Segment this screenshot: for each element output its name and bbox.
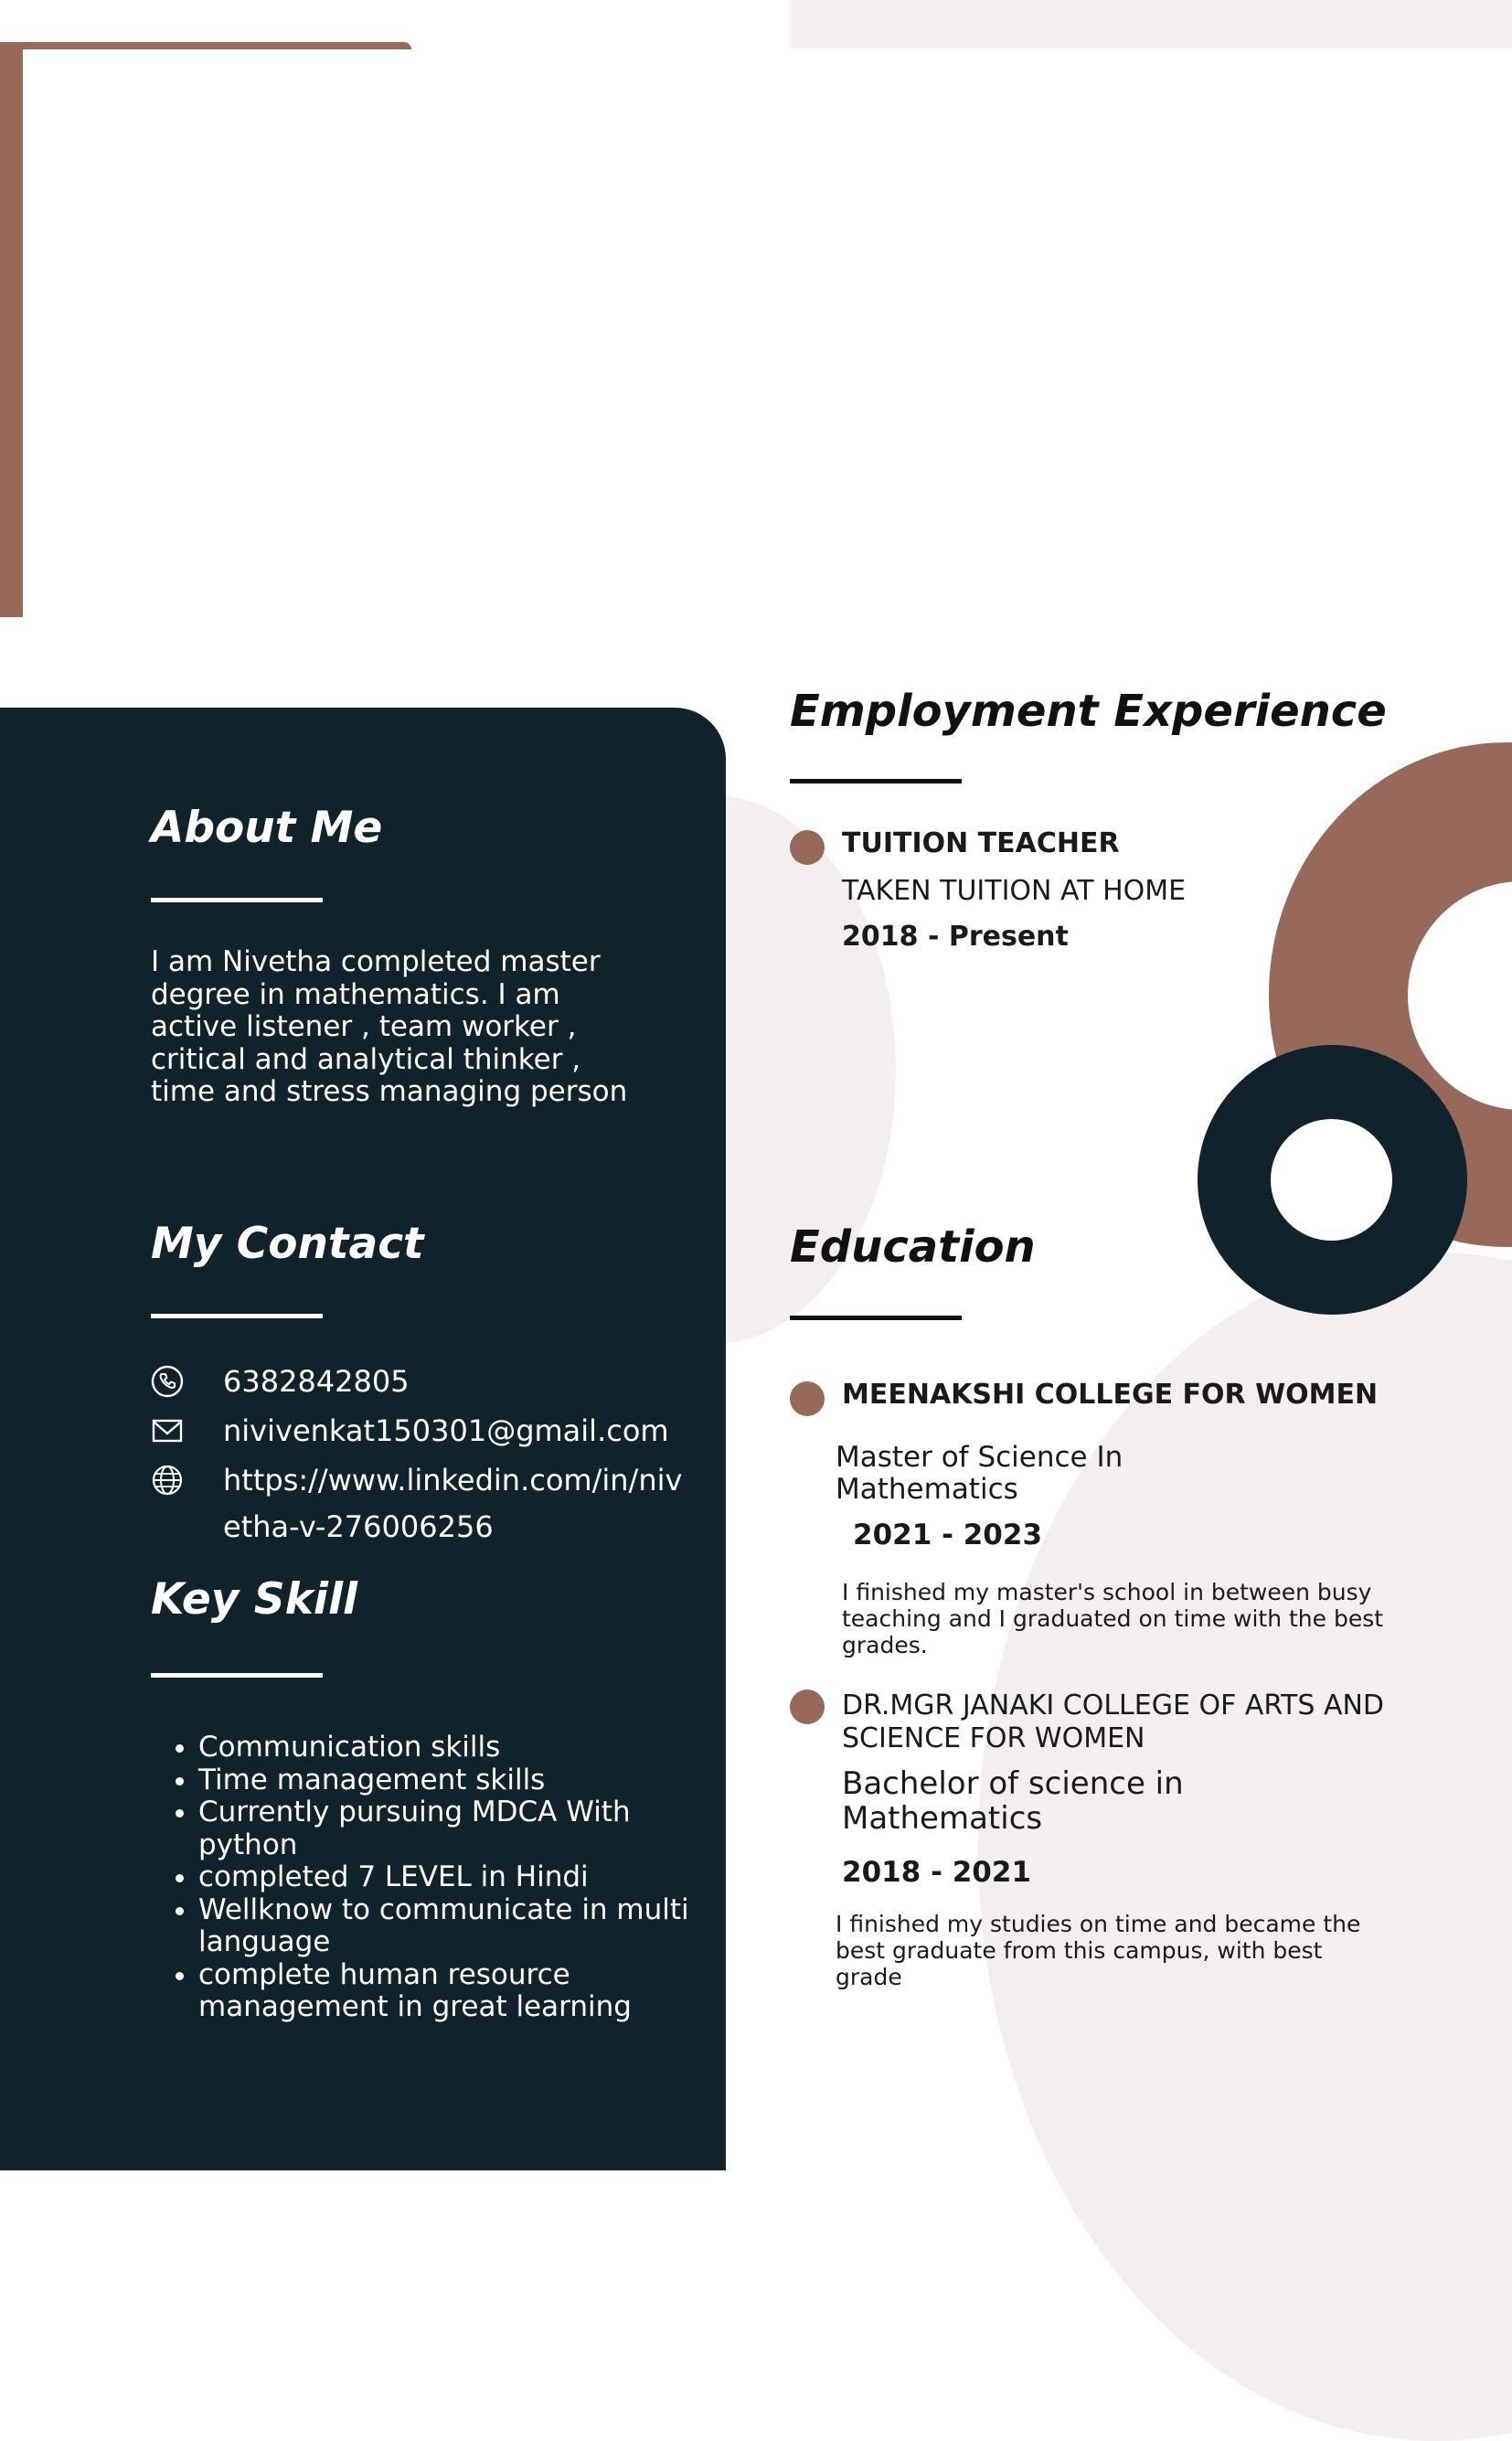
contact-phone-row xyxy=(151,1363,410,1400)
skill-item: • completed 7 LEVEL in Hindi xyxy=(198,1861,710,1894)
contact-divider xyxy=(151,1314,323,1318)
degree-name: Bachelor of science in Mathematics xyxy=(842,1765,1184,1837)
education-dates: 2021 - 2023 xyxy=(853,1519,1043,1551)
education-heading: Education xyxy=(790,1221,1036,1273)
photo-frame-top xyxy=(0,42,411,49)
about-text: I am Nivetha completed master degree in mathematics. I am active listener , team worker , critical and analytical thinker , time and stress managing person xyxy=(151,945,628,1108)
contact-email-row xyxy=(151,1412,669,1449)
skills-divider xyxy=(151,1673,323,1678)
linkedin-url-continued[interactable]: etha-v-276006256 xyxy=(223,1509,494,1544)
school-name: DR.MGR JANAKI COLLEGE OF ARTS AND SCIENCE FOR WOMEN xyxy=(842,1690,1385,1754)
skill-item: • Wellknow to communicate in multi language xyxy=(198,1894,710,1959)
skill-item: • Currently pursuing MDCA With python xyxy=(198,1796,710,1861)
skills-heading: Key Skill xyxy=(151,1574,358,1625)
photo-frame-mask xyxy=(0,466,23,617)
contact-linkedin-row xyxy=(151,1462,683,1498)
school-name: MEENAKSHI COLLEGE FOR WOMEN xyxy=(842,1379,1379,1411)
education-divider xyxy=(790,1316,962,1320)
top-decor-band xyxy=(790,0,1512,48)
skills-list xyxy=(151,1732,710,2024)
degree-name: Master of Science In Mathematics xyxy=(836,1441,1123,1506)
employment-divider xyxy=(790,779,962,783)
navy-ring-hole xyxy=(1271,1119,1392,1241)
about-divider xyxy=(151,898,323,902)
phone-icon xyxy=(151,1365,184,1398)
globe-icon xyxy=(151,1464,184,1497)
skill-item: • complete human resource management in great learning xyxy=(198,1959,710,2024)
education-note: I finished my studies on time and became the best graduate from this campus, with best grade xyxy=(836,1911,1361,1990)
photo-frame-mask xyxy=(0,49,23,223)
job-dates: 2018 - Present xyxy=(842,921,1069,953)
job-description: TAKEN TUITION AT HOME xyxy=(842,875,1187,907)
email-address[interactable]: nivivenkat150301@gmail.com xyxy=(223,1413,669,1448)
skill-item: • Time management skills xyxy=(198,1764,710,1797)
about-heading: About Me xyxy=(151,803,383,853)
timeline-dot xyxy=(790,1690,825,1724)
job-title: TUITION TEACHER xyxy=(842,827,1120,859)
education-note: I finished my master's school in between busy teaching and I graduated on time with the best grades. xyxy=(842,1579,1384,1658)
skill-item: • Communication skills xyxy=(198,1732,710,1764)
timeline-dot xyxy=(790,830,825,865)
bg-circle-decor xyxy=(978,1252,1512,2441)
contact-heading: My Contact xyxy=(151,1219,424,1269)
mail-icon xyxy=(151,1414,184,1447)
employment-heading: Employment Experience xyxy=(790,686,1387,737)
education-dates: 2018 - 2021 xyxy=(842,1856,1032,1889)
timeline-dot xyxy=(790,1381,825,1416)
phone-number[interactable]: 6382842805 xyxy=(223,1364,410,1399)
linkedin-url[interactable]: https://www.linkedin.com/in/niv xyxy=(223,1463,683,1498)
